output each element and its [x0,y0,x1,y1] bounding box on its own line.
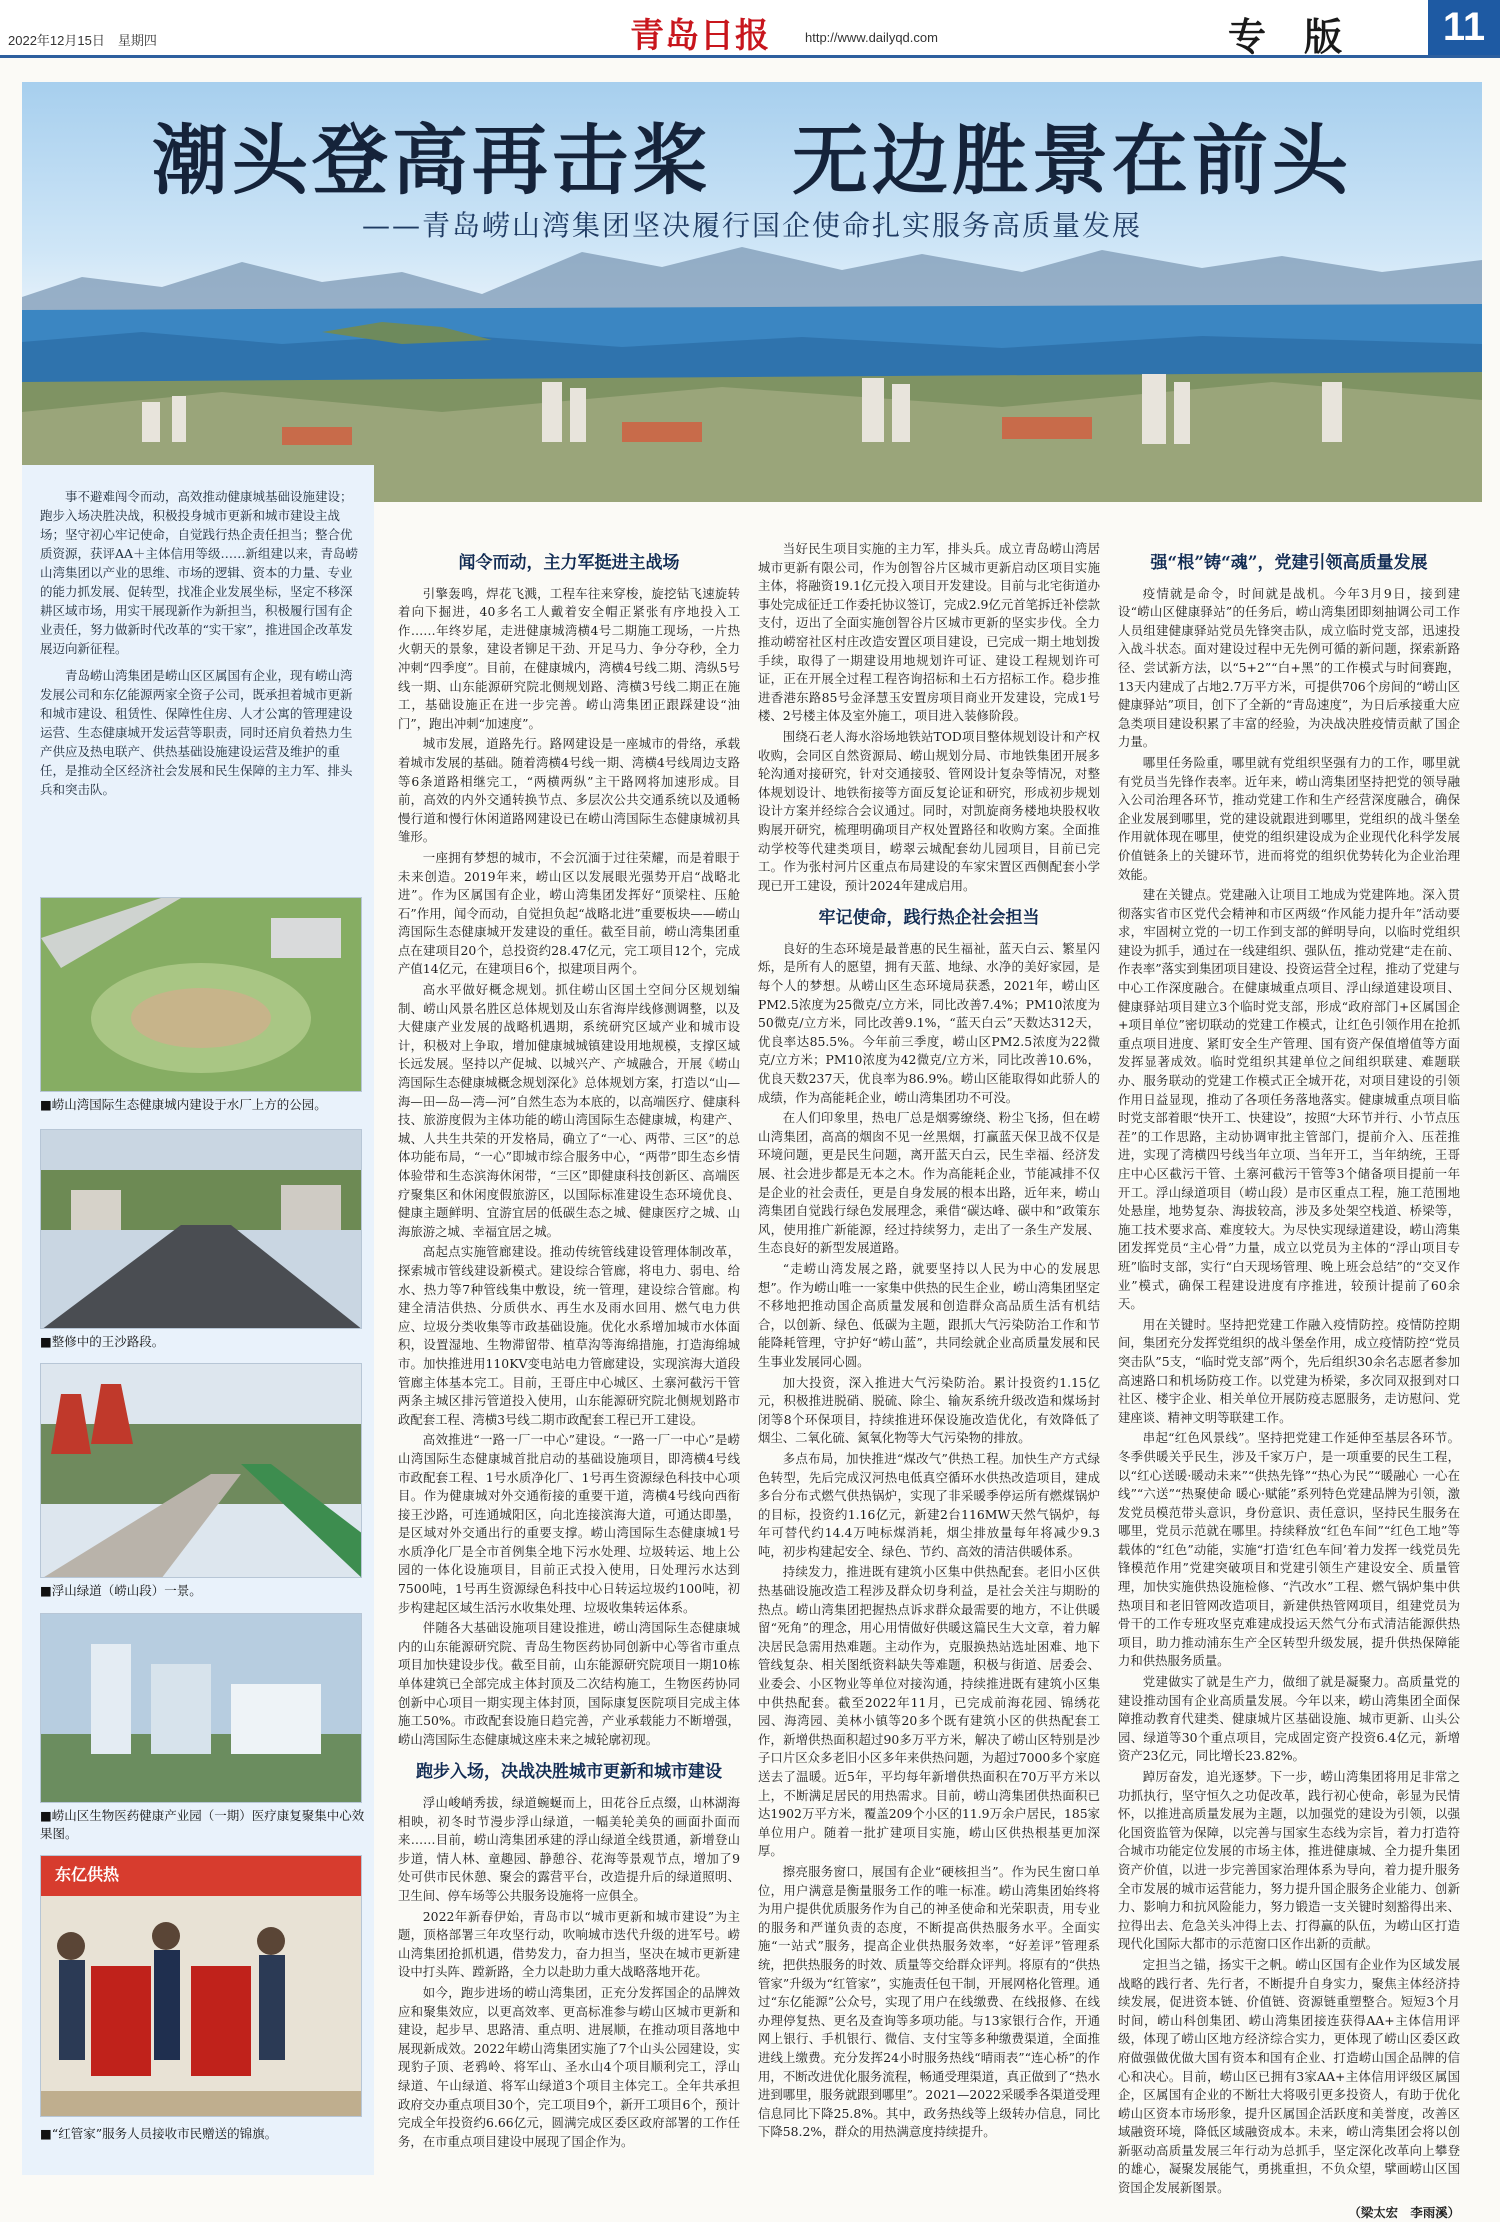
paragraph: 高效推进“一路一厂一中心”建设。“一路一厂一中心”是崂山湾国际生态健康城首批启动的基础设施项目，即湾横4号线市政配套工程、1号水质净化厂、1号再生资源绿色科技中心项目。作为健康城对外交通衔接的重要干道，湾横4号线向西衔接王沙路，可连通城阳区，向北连接滨海大道，可通达即墨，是区域对外交通出行的重要支撑。崂山湾国际生态健康城1号水质净化厂是全市首例集全地下污水处理、垃圾转运、地上公园的一体化设施项目，目前正式投入使用，日处理污水达到7500吨，1号再生资源绿色科技中心日转运垃圾约100吨，初步构建起区域生活污水收集处理、垃圾收集转运体系。 [398,1432,740,1615]
banner-company-name: 东亿供热 [55,1865,120,1884]
medical-park-render [40,1613,362,1803]
paragraph: 在人们印象里，热电厂总是烟雾缭绕、粉尘飞扬，但在崂山湾集团，高高的烟囱不见一丝黑烟，打赢蓝天保卫战不仅是环境问题，更是民生问题，离开蓝天白云，民生幸福、经济发展、社会进步都是无本之木。作为高能耗企业，节能减排不仅是企业的社会责任，更是自身发展的根本出路，近年来，崂山湾集团自觉践行绿色发展理念，乘借“碳达峰、碳中和”政策东风，使用推广新能源，经过持续努力，走出了一条生产发展、生态良好的新型发展道路。 [758,1110,1100,1256]
author-signature: （梁太宏 李雨溪） [1348,2204,1460,2220]
article-body [398,540,1478,2220]
issue-date: 2022年12月15日 星期四 [8,33,157,48]
intro-sidebar [22,465,374,2175]
paragraph: 如今，跑步进场的崂山湾集团，正充分发挥国企的品牌效应和聚集效应，以更高效率、更高标准参与崂山区城市更新和建设，起步早、思路清、重点明、进展顺，在推动项目落地中展现新成效。2022年崂山湾集团实施了7个山头公园建设，实现豹子顶、老鸦岭、将军山、圣水山4个项目顺利完工，浮山绿道、午山绿道、将军山绿道3个项目主体完工。全年共承担政府交办重点项目30个，完工项目9个，新开工项目6个，预计完成全年投资约6.66亿元，圆满完成区委区政府部署的工作任务，在市重点项目建设中展现了国企作为。 [398,1984,740,2149]
paragraph: 党建做实了就是生产力，做细了就是凝聚力。高质量党的建设推动国有企业高质量发展。今年以来，崂山湾集团全面保障推动教育代建类、健康城片区基础设施、城市更新、山头公园、绿道等30个重点项目，完成固定资产投资6.4亿元，新增资产23亿元，同比增长23.82%。 [1118,1674,1460,1764]
column-3 [1118,540,1460,2222]
section-heading-4: 强“根”铸“魂”，党建引领高质量发展 [1150,553,1428,573]
column-1 [398,540,740,2153]
caption-banner: ■“红管家”服务人员接收市民赠送的锦旗。 [40,2126,278,2141]
intro-paragraph: 青岛崂山湾集团是崂山区区属国有企业，现有崂山湾发展公司和东亿能源两家全资子公司，既承担着城市更新和城市建设、租赁性、保障性住房、人才公寓的管理建设运营、生态健康城开发运营等职责，同时还肩负着热力生产供应及热电联产、供热基础设施建设运营及维护的重任，是推动全区经济社会发展和民生保障的主力军、排头兵和突击队。 [40,668,353,797]
banner-ceremony-photo [40,1855,362,2117]
paragraph: 当好民生项目实施的主力军，排头兵。成立青岛崂山湾居城市更新有限公司，作为创智谷片区城市更新启动区项目实施主体，将融资19.1亿元投入项目开发建设。目前与北宅街道办事处完成征迁工作委托协议签订，完成2.9亿元首笔拆迁补偿款支付，迈出了全面实施创智谷片区城市更新的坚实步伐。全力推动崂窑社区村庄改造安置区项目建设，已完成一期土地划拨手续，取得了一期建设用地规划许可证、建设工程规划许可证，正在开展全过程工程咨询招标和土石方招标工作。稳步推进香港东路85号金泽慧玉安置房项目商业开发建设，完成1号楼、2号楼主体及室外施工，项目进入装修阶段。 [758,541,1100,724]
paragraph: 持续发力，推进既有建筑小区集中供热配套。老旧小区供热基础设施改造工程涉及群众切身利益，是社会关注与期盼的热点。崂山湾集团把握热点诉求群众最需要的地方，不让供暖留“死角”的理念，用心用情做好供暖这篇民生大文章，着力解决居民急需用热难题。主动作为，克服换热站选址困难、地下管线复杂、相关图纸资料缺失等难题，积极与街道、居委会、业委会、小区物业等单位对接沟通，持续推进既有建筑小区集中供热配套。截至2022年11月，已完成前海花园、锦绣花园、海湾园、美林小镇等20多个既有建筑小区的供热配套工作，新增供热面积超过90多万平方米，解决了崂山区特别是沙子口片区众多老旧小区多年来供热问题，为超过7000多个家庭送去了温暖。近5年，平均每年新增供热面积在70万平方米以上，不断满足居民的用热需求。目前，崂山湾集团供热面积已达1902万平方米，覆盖209个小区的11.9万余户居民，185家单位用户。随着一批扩建项目实施，崂山区供热根基更加深厚。 [758,1564,1100,1859]
column-2 [758,540,1100,2144]
caption-park: ■崂山湾国际生态健康城内建设于水厂上方的公园。 [40,1097,327,1112]
paragraph: 定担当之锚，扬实干之帆。崂山区国有企业作为区域发展战略的践行者、先行者，不断提升自身实力，聚焦主体经济持续发展，促进资本链、价值链、资源链重塑整合。短短3个月时间，崂山科创集团、崂山湾集团接连获得AA+主体信用评级，体现了崂山区地方经济综合实力，更体现了崂山区委区政府做强做优做大国有资本和国有企业、打造崂山国企品牌的信心和决心。目前，崂山区已拥有3家AA+主体信用评级区属国企，区属国有企业的不断壮大将吸引更多投资人，有助于优化崂山区资本市场形象，提升区属国企活跃度和美誉度，改善区域融资环境，降低区域融资成本。未来，崂山湾集团会将以创新驱动高质量发展三年行动为总抓手，坚定深化改革向上攀登的雄心，凝聚发展能气，勇挑重担，不负众望，擘画崂山区国资国企发展新图景。 [1118,1956,1460,2196]
paragraph: 擦亮服务窗口，展国有企业“硬核担当”。作为民生窗口单位，用户满意是衡量服务工作的唯一标准。崂山湾集团始终将为用户提供优质服务作为自己的神圣使命和光荣职责，用专业的服务和严谨负责的态度，不断提高供热服务水平。全面实施“一站式”服务，提高企业供热服务效率，“好差评”管理系统，把供热服务的时效、质量等交给群众评判。将原有的“供热管家”升级为“红管家”，实施责任包干制，开展网格化管理。通过“东亿能源”公众号，实现了用户在线缴费、在线报修、在线办理停复热、更名及查询等多项功能。与13家银行合作，开通网上银行、手机银行、微信、支付宝等多种缴费渠道，全面推进线上缴费。充分发挥24小时服务热线“晴雨表”“连心桥”的作用，不断改进优化服务流程，畅通受理渠道，真正做到了“热水进到哪里，服务就跟到哪里”。2021—2022采暖季各渠道受理信息同比下降25.8%。其中，政务热线等上级转办信息，同比下降58.2%，群众的用热满意度持续提升。 [758,1863,1100,2140]
paragraph: 一座拥有梦想的城市，不会沉湎于过往荣耀，而是着眼于未来创造。2019年来，崂山区以发展眼光强势开启“战略北进”。作为区属国有企业，崂山湾集团发挥好“顶梁柱、压舱石”作用，闻令而动，自觉担负起“战略北进”重要板块——崂山湾国际生态健康城开发建设的重任。截至目前，崂山湾集团重点在建项目20个，总投资约28.47亿元，完工项目12个，完成产值14亿元，在建项目6个，拟建项目两个。 [398,849,740,977]
paragraph: 2022年新春伊始，青岛市以“城市更新和城市建设”为主题，顶格部署三年攻坚行动，吹响城市迭代升级的进军号。崂山湾集团抢抓机遇，借势发力，奋力担当，坚决在城市更新建设中打头阵、蹚新路，全力以赴助力重大战略落地开花。 [398,1908,740,1980]
paragraph: 加大投资，深入推进大气污染防治。累计投资约1.15亿元，积极推进脱硝、脱硫、除尘、输灰系统升级改造和煤场封闭等8个环保项目，持续推进环保设施改造优化，有效降低了烟尘、二氧化硫、氮氧化物等大气污染物的排放。 [758,1374,1100,1446]
caption-greenway: ■浮山绿道（崂山段）一景。 [40,1583,202,1598]
sub-headline: ——青岛崂山湾集团坚决履行国企使命扎实服务高质量发展 [361,209,1142,242]
page-number: 11 [1428,0,1500,55]
paragraph: 哪里任务险重，哪里就有党组织坚强有力的工作，哪里就有党员当先锋作表率。近年来，崂山湾集团坚持把党的领导融入公司治理各环节，推动党建工作和生产经营深度融合，确保企业发展到哪里，党的建设就跟进到哪里，党组织的战斗堡垒作用就体现在哪里，使党的组织建设成为企业现代化科学发展价值链条上的关键环节，进而将党的组织优势转化为企业治理效能。 [1118,754,1460,882]
intro-paragraph: 事不避难闯令而动，高效推动健康城基础设施建设；跑步入场决胜决战，积极投身城市更新和城市建设主战场；坚守初心牢记使命，自觉践行热企责任担当；整合优质资源，获评AA＋主体信用等级……新组建以来，青岛崂山湾集团以产业的思维、市场的逻辑、资本的力量、专业的能力抓发展、促转型，找准企业发展坐标，坚定不移深耕区域市场，用实干展现新作为新担当，积极履行国有企业责任，努力做新时代改革的“实干家”，推进国企改革发展迈向新征程。 [40,489,359,656]
paragraph: 疫情就是命令，时间就是战机。今年3月9日，接到建设“崂山区健康驿站”的任务后，崂山湾集团即刻抽调公司工作人员组建健康驿站党员先锋突击队，成立临时党支部，迅速投入战斗状态。面对建设过程中无先例可循的新问题，探索新路径、尝试新方法，以“5+2”“白+黑”的工作模式与时间赛跑，13天内建成了占地2.7万平方米，可提供706个房间的“崂山区健康驿站”项目，创下了全新的“青岛速度”，为日后承接重大应急类项目建设积累了丰富的经验，为决战决胜疫情贡献了国企力量。 [1118,585,1460,750]
paragraph: 建在关键点。党建融入让项目工地成为党建阵地。深入贯彻落实省市区党代会精神和市区两级“作风能力提升年”活动要求，牢固树立党的一切工作到支部的鲜明导向，以临时党组织建设为抓手，通过在一线建组织、强队伍，推动党建“走在前、作表率”落实到集团项目建设、投资运营全过程，推动了党建与中心工作深度融合。在健康城重点项目、浮山绿道建设项目、健康驿站项目建立3个临时党支部，形成“政府部门+区属国企+项目单位”密切联动的党建工作模式，让红色引领作用在抢抓重点项目进度、紧盯安全生产管理、国有资产保值增值等方面发挥显著成效。临时党组织其建单位之间组织联建、难题联办、服务联动的党建工作模式正全城开花，对项目建设的引领作用日益显现，推动了各项任务落地落实。健康城重点项目临时党支部着眼“快开工、快建设”，按照“大环节并行、小节点压茬”的工作思路，主动协调审批主管部门，提前介入、压茬推进，实现了湾横四号线当年立项、当年开工，当年纳统，王哥庄中心区截污干管、土寨河截污干管等3个储备项目提前一年开工。浮山绿道项目（崂山段）是市区重点工程，施工范围地处悬崖，地势复杂、海拔较高，涉及多处架空栈道、桥梁等，施工技术要求高、难度较大。为尽快实现绿道建设，崂山湾集团发挥党员“主心骨”力量，成立以党员为主体的“浮山项目专班”临时支部，实行“白天现场管理、晚上班会总结”的“交叉作业”模式，确保工程建设进度有序推进，较预计提前了60余天。 [1118,887,1460,1312]
paragraph: 高水平做好概念规划。抓住崂山区国土空间分区规划编制、崂山风景名胜区总体规划及山东省海岸线修测调整，以及大健康产业发展的战略机遇期，系统研究区域产业和城市设计，积极对上争取，增加健康城城镇建设用地规模，支撑区域长远发展。坚持以产促城、以城兴产、产城融合，开展《崂山湾国际生态健康城概念规划深化》总体规划方案，打造以“山—海—田—岛—湾—河”自然生态为本底的，以高端医疗、健康科技、旅游度假为主体功能的崂山湾国际生态健康城，构建产、城、人共生共荣的开发格局，确立了“一心、两带、三区”的总体功能布局，“一心”即城市综合服务中心，“两带”即生态乡情体验带和生态滨海休闲带，“三区”即健康科技创新区、高端医疗聚集区和休闲度假旅游区，以国际标准建设生态环境优良、健康主题鲜明、宜游宜居的低碳生态之城、健康医疗之城、山海旅游之城、幸福宜居之城。 [398,982,740,1239]
paragraph: 踔厉奋发，追光逐梦。下一步，崂山湾集团将用足非常之功抓执行，坚守恒久之功促改革，践行初心使命，彰显为民情怀，以推进高质量发展为主题，以加强党的建设为引领，以强化国资监管为保障，以完善与国家生态线为宗旨，着力打造符合城市功能定位发展的市场主体，推进健康城、全力提升集团资产价值，以进一步完善国家治理体系为导向，着力提升服务全市发展的城市运营能力，努力提升国企服务企业能力、创新力、影响力和抗风险能力，努力锻造一支关键时刻豁得出来、拉得出去、危急关头冲得上去、打得赢的队伍，为崂山区打造现代化国际大都市的示范窗口区作出新的贡献。 [1118,1769,1460,1952]
road-photo [40,1129,362,1329]
paragraph: 良好的生态环境是最普惠的民生福祉，蓝天白云、繁星闪烁，是所有人的愿望，拥有天蓝、地绿、水净的美好家园，是每个人的梦想。从崂山区生态环境局获悉，2021年，崂山区PM2.5浓度为25微克/立方米，同比改善7.4%；PM10浓度为50微克/立方米，同比改善9.1%，“蓝天白云”天数达312天，优良率达85.5%。今年前三季度，崂山区PM2.5浓度为22微克/立方米；PM10浓度为42微克/立方米，同比改善10.6%，优良天数237天，优良率为86.9%。崂山区能取得如此骄人的成绩，作为高能耗企业，崂山湾集团功不可没。 [758,940,1100,1105]
paragraph: 多点布局，加快推进“煤改气”供热工程。加快生产方式绿色转型，先后完成汉河热电低真空循环水供热改造项目，建成多台分布式燃气供热锅炉，实现了非采暖季停运所有燃煤锅炉的目标，投资约1.16亿元，新建2台116MW天然气锅炉，每年可替代约14.4万吨标煤消耗，烟尘排放量每年将减少9.3吨，初步构建起安全、绿色、节约、高效的清洁供暖体系。 [758,1450,1100,1559]
paragraph: 伴随各大基础设施项目建设推进，崂山湾国际生态健康城内的山东能源研究院、青岛生物医药协同创新中心等省市重点项目加快建设步伐。截至目前，山东能源研究院项目一期10栋单体建筑已全部完成主体封顶及二次结构施工，生物医药协同创新中心项目一期实现主体封顶，国际康复医院项目完成主体施工50%。市政配套设施日趋完善，产业承载能力不断增强，崂山湾国际生态健康城这座未来之城轮廓初现。 [398,1620,740,1747]
intro-text [40,487,360,807]
paragraph: 高起点实施管廊建设。推动传统管线建设管理体制改革，探索城市管线建设新模式。建设综合管廊，将电力、弱电、给水、热力等7种管线集中敷设，统一管理，建设综合管廊。构建全清洁供热、分质供水、再生水及雨水回用、燃气电力供应、垃圾分类收集等市政基础设施。优化水系增加城市水体面积，设置湿地、生物滞留带、植草沟等海绵措施，打造海绵城市。加快推进用110KV变电站电力管廊建设，实现滨海大道段管廊主体基本完工。目前，王哥庄中心城区、土寨河截污干管两条主城区排污管道投入使用，山东能源研究院北侧规划路市政配套工程、湾横3号线二期市政配套工程已开工建设。 [398,1244,740,1427]
newspaper-masthead: 青岛日报 [630,16,770,56]
paragraph: 围绕石老人海水浴场地铁站TOD项目整体规划设计和产权收购，会同区自然资源局、崂山规划分局、市地铁集团开展多轮沟通对接研究，针对交通接驳、管网设计复杂等情况，对整体规划设计、地铁衔接等方面反复论证和研究，形成初步规划设计方案并经综合会议通过。同时，对凯旋商务楼地块股权收购展开研究，梳理明确项目产权处置路径和收购方案。全面推动学校等代建类项目，崂翠云城配套幼儿园项目，目前已完工。作为张村河片区重点布局建设的车家宋置区西侧配套小学现已开工建设，预计2024年建成启用。 [758,728,1100,893]
section-heading-1: 闻令而动，主力军挺进主战场 [458,553,680,573]
park-photo [40,897,362,1092]
section-heading-3: 牢记使命，践行热企社会担当 [818,908,1040,929]
caption-road: ■整修中的王沙路段。 [40,1334,165,1349]
paragraph: 浮山峻峭秀拔，绿道蜿蜒而上，田花谷丘点缀，山林湖海相映，初冬时节漫步浮山绿道，一幅美轮美奂的画面扑面而来……目前，崂山湾集团承建的浮山绿道全线贯通，新增登山步道，情人林、童趣园、静憩谷、花海等景观节点，增加了9处可供市民休憩、聚会的露营平台，改造提升后的绿道照明、卫生间、停车场等公共服务设施将一应俱全。 [398,1795,740,1903]
paragraph: 用在关键时。坚持把党建工作融入疫情防控。疫情防控期间，集团充分发挥党组织的战斗堡垒作用，成立疫情防控“党员突击队”5支，“临时党支部”两个，先后组织30余名志愿者参加高速路口和机场防疫工作。以党建为桥梁，多次同双报到对口社区、楼宇企业、相关单位开展防疫志愿服务，走访慰问、党建座谈、精神文明等联建工作。 [1118,1316,1460,1425]
section-heading-2: 跑步入场，决战决胜城市更新和城市建设 [416,1762,722,1783]
paragraph: “走崂山湾发展之路，就要坚持以人民为中心的发展思想”。作为崂山唯一一家集中供热的民生企业，崂山湾集团坚定不移地把推动国企高质量发展和创造群众高品质生活有机结合，以创新、绿色、低碳为主题，跟抓大气污染防治工作和节能降耗管理，守护好“崂山蓝”，共同绘就企业高质量发展和民生事业发展同心圆。 [758,1260,1100,1369]
headline: 潮头登高再击桨 无边胜景在前头 [152,116,1352,205]
paragraph: 串起“红色风景线”。坚持把党建工作延伸至基层各环节。冬季供暖关乎民生，涉及千家万户，是一项重要的民生工程，以“红心送暖·暖动未来”“供热先锋”“热心为民”“暖融心 一心在线”“六送”“热聚使命 暖心·赋能”系列特色党建品牌为引领，激发党员模范带头意识，身份意识、责任意识，坚持民生服务在哪里，党员示范就在哪里。持续释放“红色车间”“红色工地”等载体的“红色”动能，实施“打造‘红色车间’着力发挥一线党员先锋模范作用”党建突破项目和党建引领生产建设安全、质量管理，加快实施供热设施检修、“汽改水”工程、燃气锅炉集中供热项目和老旧管网改造项目，新建供热管网项目，组建党员为骨干的工作专班攻坚克难建成投运天然气分布式清洁能源供热项目，助力推动浦东生产全区转型升级发展，提升供热保障能力和供热服务质量。 [1118,1430,1460,1669]
greenway-photo [40,1363,362,1578]
newspaper-url[interactable]: http://www.dailyqd.com [805,30,938,45]
page-header [0,0,1500,58]
hero-panorama [22,82,1482,502]
paragraph: 引擎轰鸣，焊花飞溅，工程车往来穿梭，旋挖钻飞速旋转着向下掘进，40多名工人戴着安全帽正紧张有序地投入工作……年终岁尾，走进健康城湾横4号二期施工现场，一片热火朝天的景象，建设者铆足干劲、开足马力、争分夺秒，全力冲刺“四季度”。目前，在健康城内，湾横4号线二期、湾纵5号线一期、山东能源研究院北侧规划路、湾横3号线二期正在施工，基础设施正在进一步完善。崂山湾集团正跟踩建设“油门”，跑出冲刺“加速度”。 [398,585,740,731]
paragraph: 城市发展，道路先行。路网建设是一座城市的骨络，承载着城市发展的基础。随着湾横4号线一期、湾横4号线周边支路等6条道路相继完工，“两横两纵”主干路网将加速形成。目前，高效的内外交通转换节点、多层次公共交通系统以及通畅慢行道和慢行休闲道路网建设已在崂山湾国际生态健康城初具雏形。 [398,736,740,845]
section-label: 专 版 [1228,14,1343,59]
caption-medical-park: ■崂山区生物医药健康产业园（一期）医疗康复聚集中心效果图。 [40,1808,365,1841]
